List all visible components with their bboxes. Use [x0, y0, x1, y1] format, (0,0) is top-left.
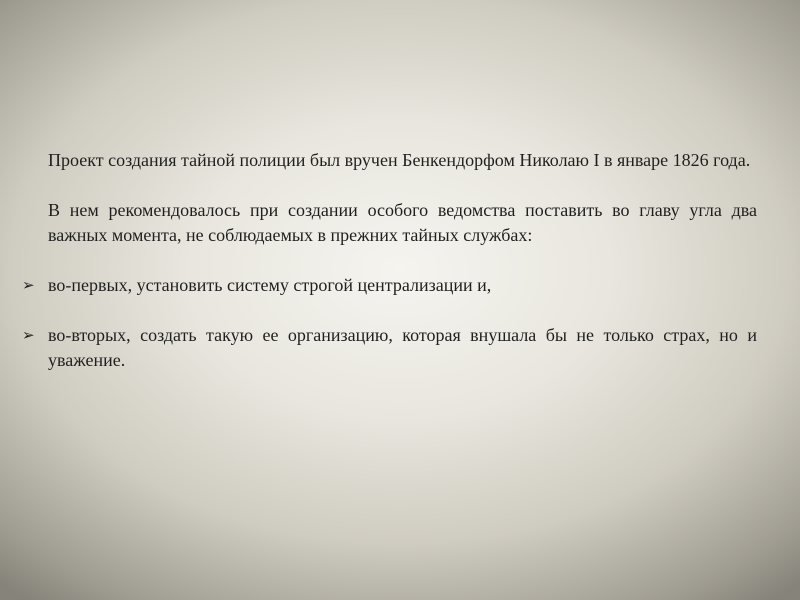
- bullet-text: во-первых, установить систему строгой централизации и,: [48, 275, 492, 295]
- arrowhead-bullet-icon: ➢: [22, 276, 35, 294]
- bullet-item-centralization: [22, 273, 757, 298]
- paragraph-spacer: [22, 173, 757, 198]
- paragraph-project-delivery: Проект создания тайной полиции был вручен Бенкендорфом Николаю I в январе 1826 года.: [48, 150, 751, 170]
- bullet-item-organization: [22, 323, 757, 373]
- bullet-text: во-вторых, создать такую ее организацию, которая внушала бы не только страх, но и уважение.: [48, 325, 757, 370]
- paragraph-spacer: [22, 248, 757, 273]
- slide-content: [22, 148, 757, 373]
- bullet-spacer: [22, 298, 757, 323]
- arrowhead-bullet-icon: ➢: [22, 326, 35, 344]
- paragraph-recommendation: В нем рекомендовалось при создании особого ведомства поставить во главу угла два важных момента, не соблюдаемых в прежних тайных службах:: [48, 200, 757, 245]
